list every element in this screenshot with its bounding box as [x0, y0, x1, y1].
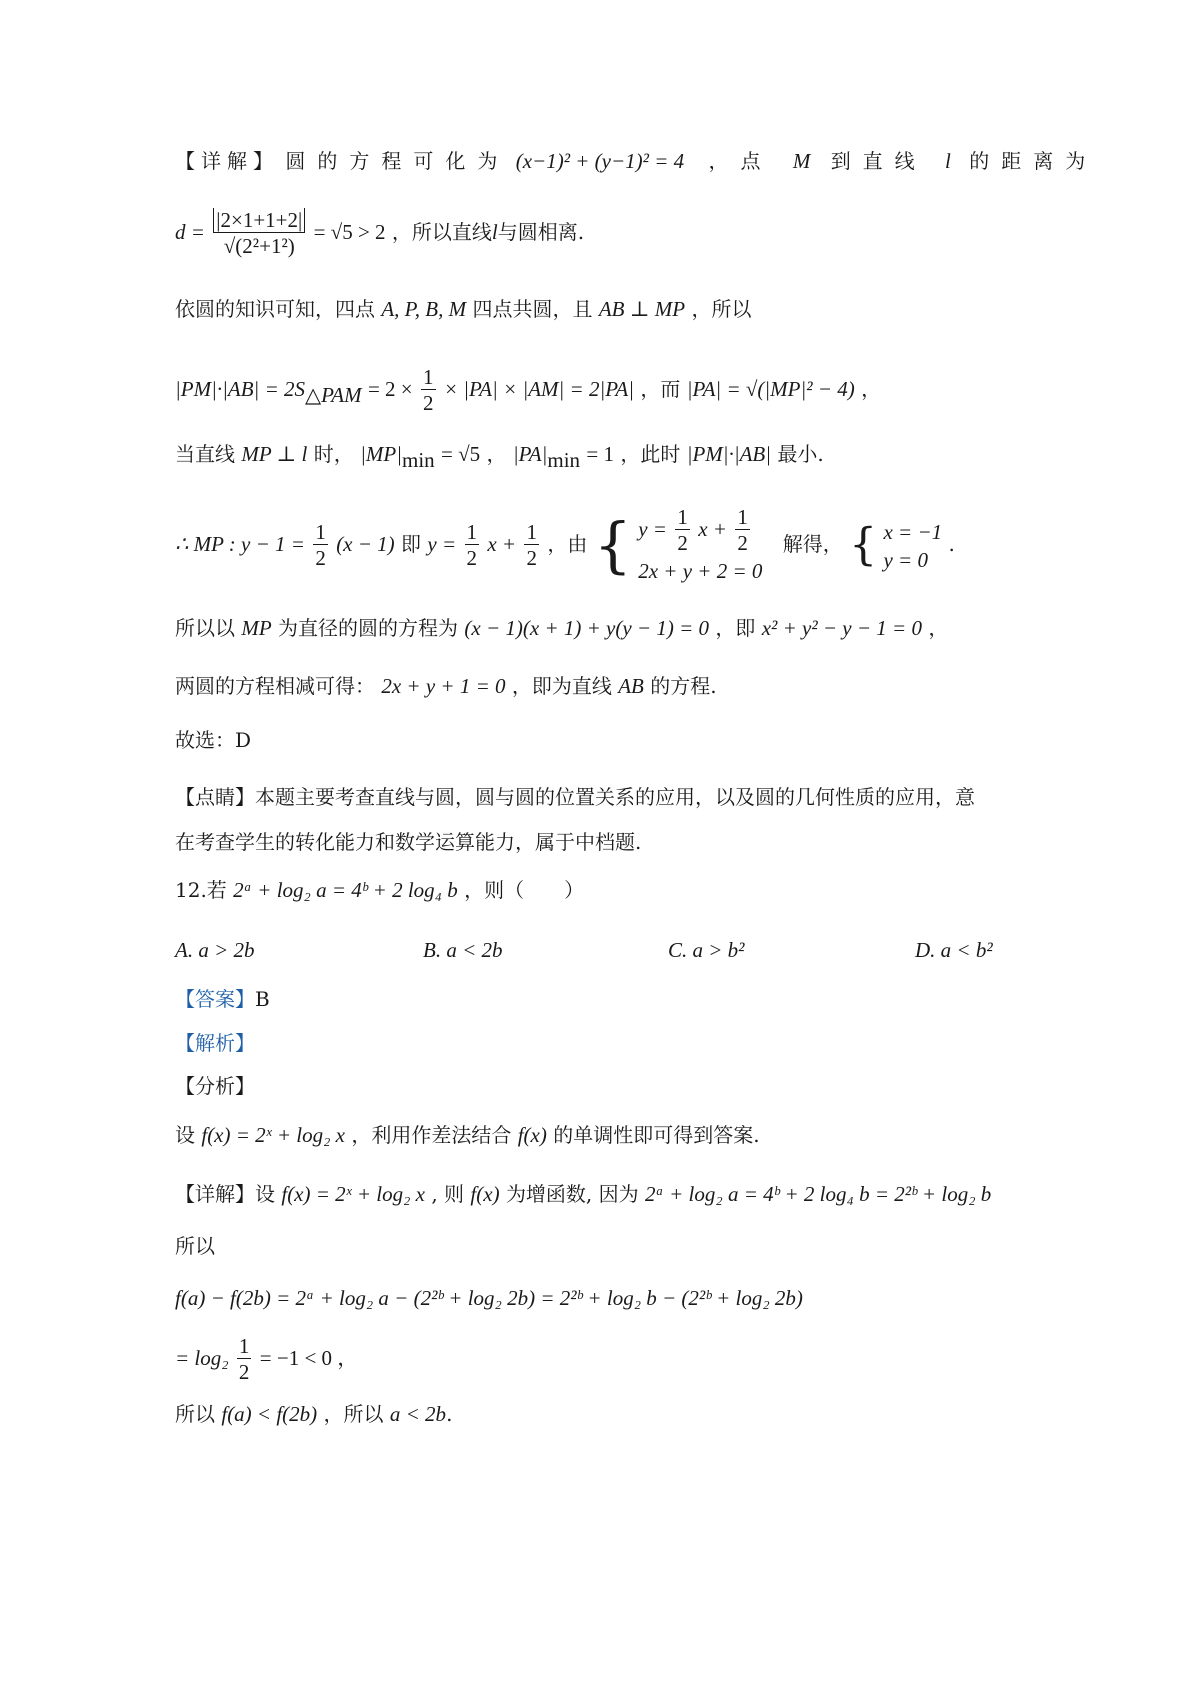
- difference-line: f(a) − f(2b) = 2ᵃ + log₂ a − (2²ᵇ + log₂ 2b) = 2²ᵇ + log₂ b − (2²ᵇ + log₂ 2b): [175, 1286, 803, 1310]
- distance-fraction: $\frac{|2\times 1+1+2|}{\text{√(2²+1²)}}$: [213, 208, 305, 259]
- solution-system: x = −1 y = 0: [883, 519, 943, 572]
- line-mp-equation: ∴ MP : y − 1 = $\frac{1}{2}$ (x − 1) 即 y = $\frac{1}{2}$ x + $\frac{1}{2}$ ，由 { y = $\frac{1}{2}$ x + $\frac{1}{2}$ 2x + y + 2 = 0 解得， { x = −1 y = 0 .: [175, 505, 955, 586]
- analysis-label: 【解析】: [175, 1031, 255, 1055]
- comment-line-2: 在考查学生的转化能力和数学运算能力，属于中档题.: [175, 830, 642, 854]
- question-12: 12.若 2ᵃ + log₂ a = 4ᵇ + 2 log₄ b ，则（ ）: [175, 878, 585, 902]
- option-c: C. a > b²: [668, 938, 745, 962]
- subtract-line: 两圆的方程相减可得： 2x + y + 1 = 0 ，即为直线 AB 的方程.: [175, 674, 717, 698]
- concyclic-line: 依圆的知识可知，四点 A, P, B, M 四点共圆，且 AB ⊥ MP ，所以: [175, 297, 752, 321]
- detail-line-2: 【详解】设 f(x) = 2ˣ + log₂ x , 则 f(x) 为增函数, 因为 2ᵃ + log₂ a = 4ᵇ + 2 log₄ b = 2²ᵇ + log₂ b: [175, 1182, 992, 1206]
- left-brace: {: [593, 510, 632, 581]
- comment-line-1: 【点睛】本题主要考查直线与圆，圆与圆的位置关系的应用，以及圆的几何性质的应用，意: [175, 785, 975, 809]
- option-b: B. a < 2b: [423, 938, 503, 962]
- solution-brace: {: [849, 519, 878, 571]
- area-line: $|PM|\cdot|AB| = 2S_{\triangle PAM} = 2$ × $\frac{1}{2}$ × |PA| × |AM| = 2|PA| ，而 |PA| = √(|MP|² − 4) ，: [175, 365, 882, 415]
- fenxi-label: 【分析】: [175, 1074, 255, 1098]
- minimum-line: 当直线 MP ⊥ l 时， $|MP|_{min} = √5$ ， $|PA|_{min} = 1$ ，此时 |PM|·|AB| 最小.: [175, 442, 824, 472]
- conclusion-line: 所以 f(a) < f(2b) ，所以 a < 2b.: [175, 1402, 453, 1426]
- options-row: [175, 936, 1075, 966]
- distance-line: d = $\frac{|2\times 1+1+2|}{\text{√(2²+1²)}}$ = √5 > 2 ，所以直线l与圆相离.: [175, 208, 585, 258]
- analysis-line: 设 f(x) = 2ˣ + log₂ x ，利用作差法结合 f(x) 的单调性即可得到答案.: [175, 1123, 760, 1147]
- option-a: A. a > 2b: [175, 938, 255, 962]
- detail-line-1: 【详解】 圆的方程可化为 (x−1)² + (y−1)² = 4 ，点 M 到直线 l 的距离为: [175, 149, 1098, 173]
- diameter-circle-line: 所以以 MP 为直径的圆的方程为 (x − 1)(x + 1) + y(y − 1) = 0 ，即 x² + y² − y − 1 = 0 ，: [175, 616, 949, 640]
- equation-system: y = $\frac{1}{2}$ x + $\frac{1}{2}$ 2x + y + 2 = 0: [638, 505, 763, 583]
- circle-equation: (x−1)² + (y−1)² = 4: [515, 149, 685, 173]
- log-result-line: = log₂ $\frac{1}{2}$ = −1 < 0 ，: [175, 1334, 359, 1384]
- answer-line: 【答案】B: [175, 987, 270, 1011]
- option-d: D. a < b²: [915, 938, 993, 962]
- therefore-label: 所以: [175, 1234, 215, 1258]
- choice-line: 故选：D: [175, 728, 252, 752]
